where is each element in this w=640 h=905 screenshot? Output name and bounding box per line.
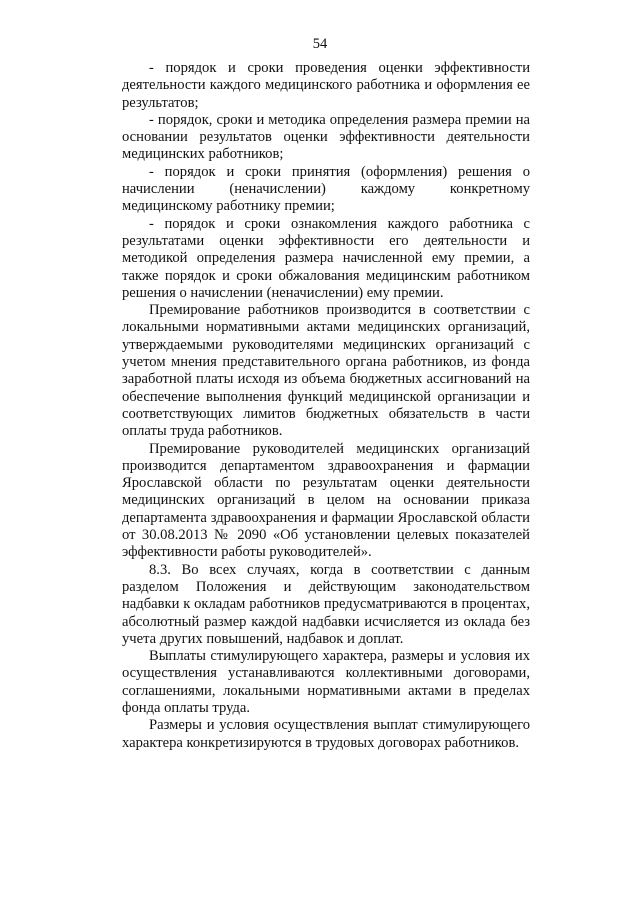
paragraph-employee-bonuses: Премирование работников производится в соответствии с локальными нормативными актами медицинских организаций, утверждаемыми руководителями медицинских организаций с учетом мнения представительного органа работников, из фонда заработной платы исходя из объема бюджетных ассигнований на обеспечение выполнения функций медицинской организации и соответствующих лимитов бюджетных обязательств в части оплаты труда работников. xyxy=(122,302,530,440)
paragraph-section-8-3: 8.3. Во всех случаях, когда в соответствии с данным разделом Положения и действующим законодательством надбавки к окладам работников предусматриваются в процентах, абсолютный размер каждой надбавки исчисляется из оклада без учета других повышений, надбавок и доплат. xyxy=(122,561,530,647)
document-body xyxy=(122,60,530,752)
paragraph-director-bonuses: Премирование руководителей медицинских организаций производится департаментом здравоохранения и фармации Ярославской области по результатам оценки деятельности медицинских организаций в целом на основании приказа департамента здравоохранения и фармации Ярославской области от 30.08.2013 № 2090 «Об установлении целевых показателей эффективности работы руководителей». xyxy=(122,440,530,561)
paragraph-incentive-payments: Выплаты стимулирующего характера, размеры и условия их осуществления устанавливаются коллективными договорами, соглашениями, локальными нормативными актами в пределах фонда оплаты труда. xyxy=(122,648,530,716)
paragraph-familiarization: - порядок и сроки ознакомления каждого работника с результатами оценки эффективности его деятельности и методикой определения размера начисленной ему премии, а также порядок и сроки обжалования медицинским работником решения о начислении (неначислении) ему премии. xyxy=(122,215,530,301)
paragraph-bonus-decision: - порядок и сроки принятия (оформления) решения о начислении (неначислении) каждому конкретному медицинскому работнику премии; xyxy=(122,163,530,215)
paragraph-bonus-method: - порядок, сроки и методика определения размера премии на основании результатов оценки эффективности деятельности медицинских работников; xyxy=(122,111,530,163)
paragraph-evaluation-procedure: - порядок и сроки проведения оценки эффективности деятельности каждого медицинского работника и оформления ее результатов; xyxy=(122,60,530,111)
page-number: 54 xyxy=(312,36,328,52)
paragraph-employment-contracts: Размеры и условия осуществления выплат стимулирующего характера конкретизируются в трудовых договорах работников. xyxy=(122,717,530,751)
